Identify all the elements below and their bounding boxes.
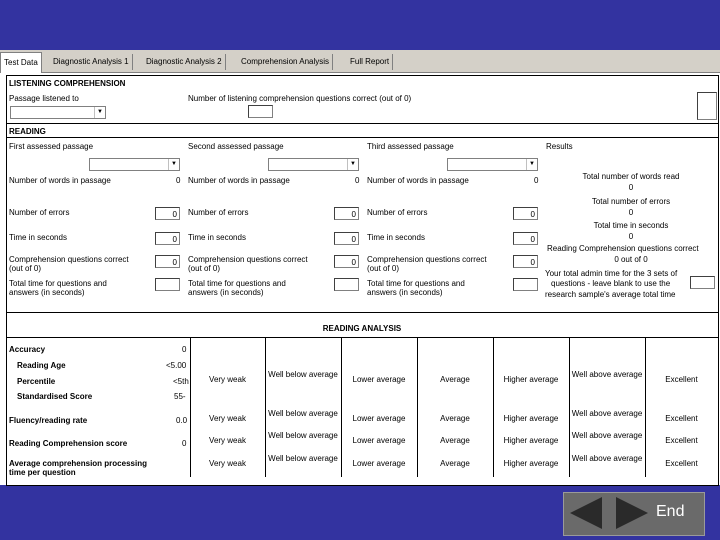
- errors-input-2[interactable]: 0: [334, 207, 359, 220]
- qtime-input-2[interactable]: [334, 278, 359, 291]
- time-label-3: Time in seconds: [367, 233, 425, 242]
- results-heading: Results: [546, 142, 573, 151]
- chevron-down-icon: ▼: [347, 159, 358, 170]
- rc-results-label: Reading Comprehension questions correct: [547, 244, 699, 253]
- admin-time-label-3: research sample's average total time: [545, 290, 676, 299]
- avg-proc-label-2: time per question: [9, 468, 76, 477]
- words-label-1: Number of words in passage: [9, 176, 111, 185]
- comp-label-2a: Comprehension questions correct: [188, 255, 308, 264]
- rc-results-value: 0 out of 0: [614, 255, 648, 264]
- accuracy-label: Accuracy: [9, 345, 46, 354]
- comp-label-2b: (out of 0): [188, 264, 221, 273]
- tab-full-report[interactable]: Full Report: [347, 54, 393, 70]
- level-excellent: Excellent: [665, 459, 698, 468]
- chevron-down-icon: ▼: [526, 159, 537, 170]
- time-input-3[interactable]: 0: [513, 232, 538, 245]
- level-average: Average: [440, 375, 470, 384]
- total-time-value: 0: [628, 232, 634, 241]
- grid-line: [190, 337, 191, 477]
- arrow-right-icon: [612, 495, 652, 531]
- total-words-value: 0: [628, 183, 634, 192]
- total-errors-label: Total number of errors: [591, 197, 671, 206]
- grid-line: [341, 337, 342, 477]
- comp-label-1a: Comprehension questions correct: [9, 255, 129, 264]
- second-passage-select[interactable]: [268, 158, 359, 171]
- errors-input-1[interactable]: 0: [155, 207, 180, 220]
- words-value-1: 0: [176, 176, 181, 185]
- comp-label-3a: Comprehension questions correct: [367, 255, 487, 264]
- previous-button[interactable]: [566, 495, 606, 531]
- fluency-value: 0.0: [176, 416, 188, 425]
- admin-time-input[interactable]: [690, 276, 715, 289]
- first-passage-select[interactable]: [89, 158, 180, 171]
- level-higher-average: Higher average: [503, 436, 559, 445]
- level-well-above: Well above average: [571, 409, 643, 418]
- level-well-below: Well below average: [268, 370, 338, 379]
- errors-label-3: Number of errors: [367, 208, 428, 217]
- passage-listened-label: Passage listened to: [9, 94, 79, 103]
- level-excellent: Excellent: [665, 414, 698, 423]
- divider: [6, 312, 718, 313]
- admin-time-label-2: questions - leave blank to use the: [551, 279, 671, 288]
- words-label-3: Number of words in passage: [367, 176, 469, 185]
- first-passage-label: First assessed passage: [9, 142, 94, 151]
- standardised-label: Standardised Score: [17, 392, 93, 401]
- level-well-above: Well above average: [571, 431, 643, 440]
- level-lower-average: Lower average: [352, 436, 406, 445]
- arrow-left-icon: [566, 495, 606, 531]
- comp-input-3[interactable]: 0: [513, 255, 538, 268]
- tab-test-data[interactable]: Test Data: [0, 52, 42, 73]
- standardised-value: 55-: [174, 392, 186, 401]
- level-well-below: Well below average: [268, 431, 338, 440]
- fluency-label: Fluency/reading rate: [9, 416, 88, 425]
- time-input-2[interactable]: 0: [334, 232, 359, 245]
- third-passage-label: Third assessed passage: [367, 142, 454, 151]
- chevron-down-icon: ▼: [168, 159, 179, 170]
- qtime-label-1b: answers (in seconds): [9, 288, 85, 297]
- tab-diagnostic-analysis-2[interactable]: Diagnostic Analysis 2: [143, 54, 226, 70]
- avg-proc-label-1: Average comprehension processing: [9, 459, 147, 468]
- qtime-label-2a: Total time for questions and: [188, 279, 286, 288]
- tab-diagnostic-analysis-1[interactable]: Diagnostic Analysis 1: [50, 54, 133, 70]
- listening-heading: LISTENING COMPREHENSION: [9, 79, 126, 88]
- level-lower-average: Lower average: [352, 459, 406, 468]
- level-very-weak: Very weak: [209, 375, 246, 384]
- level-average: Average: [440, 436, 470, 445]
- time-label-2: Time in seconds: [188, 233, 246, 242]
- percentile-label: Percentile: [17, 377, 56, 386]
- comp-input-1[interactable]: 0: [155, 255, 180, 268]
- grid-line: [645, 337, 646, 477]
- time-input-1[interactable]: 0: [155, 232, 180, 245]
- admin-time-label-1: Your total admin time for the 3 sets of: [545, 269, 678, 278]
- analysis-heading: READING ANALYSIS: [322, 324, 402, 333]
- reading-age-value: <5.00: [166, 361, 187, 370]
- divider: [6, 137, 718, 138]
- qtime-label-1a: Total time for questions and: [9, 279, 107, 288]
- level-well-below: Well below average: [268, 409, 338, 418]
- third-passage-select[interactable]: [447, 158, 538, 171]
- accuracy-value: 0: [182, 345, 187, 354]
- total-time-label: Total time in seconds: [593, 221, 669, 230]
- level-very-weak: Very weak: [209, 459, 246, 468]
- side-input-1[interactable]: [697, 92, 717, 120]
- level-very-weak: Very weak: [209, 414, 246, 423]
- reading-age-label: Reading Age: [17, 361, 66, 370]
- second-passage-label: Second assessed passage: [188, 142, 284, 151]
- level-excellent: Excellent: [665, 436, 698, 445]
- level-lower-average: Lower average: [352, 414, 406, 423]
- divider: [6, 337, 718, 338]
- tab-bar: [0, 50, 720, 73]
- level-average: Average: [440, 414, 470, 423]
- level-well-above: Well above average: [571, 454, 643, 463]
- level-higher-average: Higher average: [503, 375, 559, 384]
- qtime-input-3[interactable]: [513, 278, 538, 291]
- time-label-1: Time in seconds: [9, 233, 67, 242]
- qtime-label-3a: Total time for questions and: [367, 279, 465, 288]
- chevron-down-icon: ▼: [94, 107, 105, 118]
- comp-label-1b: (out of 0): [9, 264, 42, 273]
- rc-score-value: 0: [182, 439, 187, 448]
- passage-listened-select[interactable]: [10, 106, 106, 119]
- level-very-weak: Very weak: [209, 436, 246, 445]
- comp-input-2[interactable]: 0: [334, 255, 359, 268]
- words-value-3: 0: [534, 176, 539, 185]
- words-value-2: 0: [355, 176, 360, 185]
- qtime-label-3b: answers (in seconds): [367, 288, 443, 297]
- errors-label-1: Number of errors: [9, 208, 70, 217]
- rc-score-label: Reading Comprehension score: [9, 439, 128, 448]
- reading-heading: READING: [9, 127, 46, 136]
- level-well-above: Well above average: [571, 370, 643, 379]
- end-button[interactable]: End: [656, 503, 685, 520]
- level-average: Average: [440, 459, 470, 468]
- tab-comprehension-analysis[interactable]: Comprehension Analysis: [238, 54, 333, 70]
- qtime-label-2b: answers (in seconds): [188, 288, 264, 297]
- spreadsheet-window: [0, 50, 720, 485]
- percentile-value: <5th: [173, 377, 189, 386]
- total-errors-value: 0: [628, 208, 634, 217]
- listening-correct-input[interactable]: [248, 105, 273, 118]
- words-label-2: Number of words in passage: [188, 176, 290, 185]
- listening-correct-label: Number of listening comprehension questions correct (out of 0): [188, 94, 412, 103]
- errors-label-2: Number of errors: [188, 208, 249, 217]
- level-lower-average: Lower average: [352, 375, 406, 384]
- grid-line: [417, 337, 418, 477]
- next-button[interactable]: [612, 495, 652, 531]
- errors-input-3[interactable]: 0: [513, 207, 538, 220]
- level-higher-average: Higher average: [503, 459, 559, 468]
- level-well-below: Well below average: [268, 454, 338, 463]
- comp-label-3b: (out of 0): [367, 264, 400, 273]
- grid-line: [493, 337, 494, 477]
- level-excellent: Excellent: [665, 375, 698, 384]
- level-higher-average: Higher average: [503, 414, 559, 423]
- total-words-label: Total number of words read: [582, 172, 680, 181]
- divider: [6, 123, 718, 124]
- qtime-input-1[interactable]: [155, 278, 180, 291]
